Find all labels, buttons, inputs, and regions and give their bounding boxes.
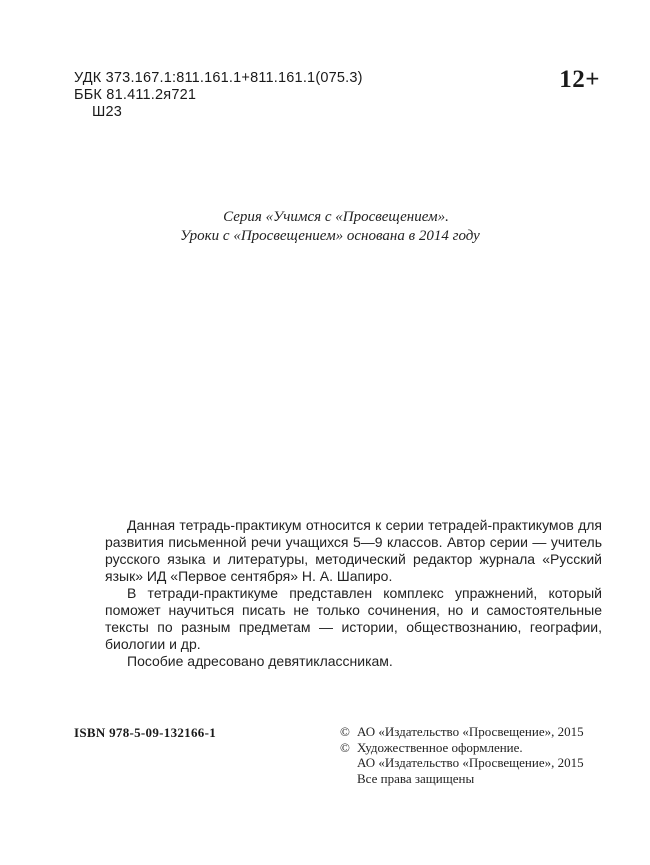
annotation-paragraph-3: Пособие адресовано девятиклассникам.: [127, 653, 393, 669]
series-line-2: Уроки с «Просвещением» основана в 2014 году: [180, 228, 480, 244]
annotation-paragraph-1: Данная тетрадь-практикум относится к серии тетрадей-практикумов для развития письменной речи учащихся 5—9 классов. Автор серии — учитель русского языка и литературы, методический редактор журнала «Русский язык» ИД «Первое сентября» Н. А. Шапиро.: [105, 517, 602, 584]
series-line-1: Серия «Учимся с «Просвещением».: [223, 209, 449, 225]
bbk-code: ББК 81.411.2я721: [74, 87, 197, 103]
age-rating: 12+: [559, 66, 600, 93]
copyright-design-publisher: АО «Издательство «Просвещение», 2015: [357, 755, 584, 770]
annotation-paragraph-2: В тетради-практикуме представлен комплекс упражнений, который поможет научиться писать не только сочинения, но и самостоятельные тексты по разным предметам — истории, обществознанию, географии, биологии и др.: [105, 585, 602, 652]
rights-reserved: Все права защищены: [357, 770, 475, 786]
series-info: [0, 208, 650, 246]
isbn: ISBN 978-5-09-132166-1: [74, 725, 217, 740]
copyright-row-2: [340, 740, 610, 756]
annotation: [105, 517, 602, 670]
udk-code: УДК 373.167.1:811.161.1+811.161.1(075.3): [74, 70, 363, 86]
copyright-row-1: [340, 724, 610, 740]
copyright-publisher: АО «Издательство «Просвещение», 2015: [357, 724, 584, 739]
copyright-design: Художественное оформление.: [357, 739, 523, 755]
copyright-row-4: [340, 771, 610, 787]
copyright-block: [340, 724, 610, 786]
copyright-icon: ©: [340, 724, 350, 739]
copyright-row-3: [340, 755, 610, 771]
classification-codes: [74, 70, 363, 121]
author-mark: Ш23: [92, 104, 123, 120]
copyright-icon: ©: [340, 739, 350, 755]
